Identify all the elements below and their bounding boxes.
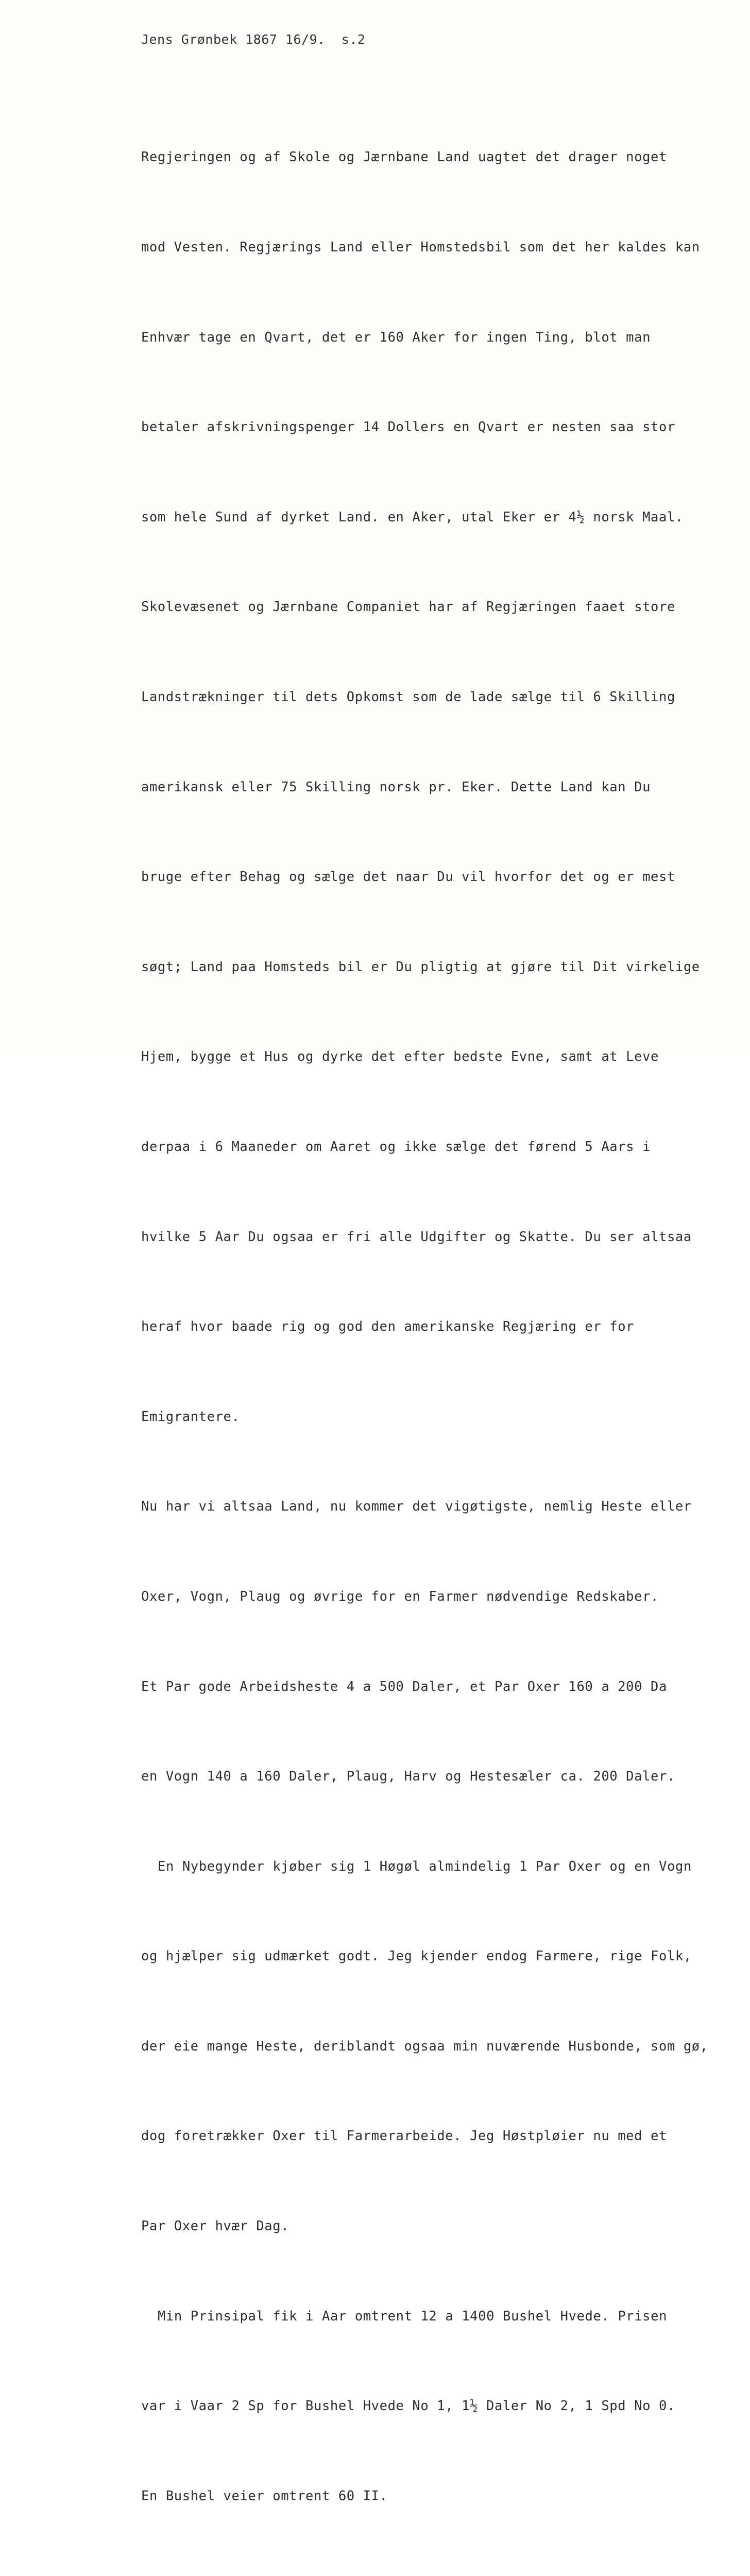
- text-line: Regjeringen og af Skole og Jærnbane Land uagtet det drager noget: [141, 149, 667, 165]
- text-line: søgt; Land paa Homsteds bil er Du pligtig at gjøre til Dit virkelige: [141, 959, 700, 975]
- text-line: hvilke 5 Aar Du ogsaa er fri alle Udgifter og Skatte. Du ser altsaa: [141, 1229, 692, 1245]
- text-line: Enhvær tage en Qvart, det er 160 Aker for ingen Ting, blot man: [141, 329, 651, 345]
- text-line: mod Vesten. Regjærings Land eller Homstedsbil som det her kaldes kan: [141, 240, 700, 255]
- text-line: Emigrantere.: [141, 1409, 240, 1425]
- text-line: En Bushel veier omtrent 60 II.: [141, 2488, 388, 2504]
- text-line: Nu har vi altsaa Land, nu kommer det vigøtigste, nemlig Heste eller: [141, 1499, 692, 1515]
- page-header: Jens Grønbek 1867 16/9. s.2: [141, 32, 366, 47]
- text-line: Par Oxer hvær Dag.: [141, 2218, 289, 2234]
- text-line: der eie mange Heste, deriblandt ogsaa min nuværende Husbonde, som gø,: [141, 2038, 708, 2054]
- text-line: og hjælper sig udmærket godt. Jeg kjender endog Farmere, rige Folk,: [141, 1948, 692, 1964]
- text-line: amerikansk eller 75 Skilling norsk pr. Eker. Dette Land kan Du: [141, 779, 651, 795]
- text-line: som hele Sund af dyrket Land. en Aker, utal Eker er 4½ norsk Maal.: [141, 509, 684, 525]
- letter-body: [141, 82, 744, 2576]
- text-line: var i Vaar 2 Sp for Bushel Hvede No 1, 1½ Daler No 2, 1 Spd No 0.: [141, 2398, 675, 2414]
- text-line: heraf hvor baade rig og god den amerikanske Regjæring er for: [141, 1319, 635, 1335]
- text-line: derpaa i 6 Maaneder om Aaret og ikke sælge det førend 5 Aars i: [141, 1139, 651, 1155]
- text-line: en Vogn 140 a 160 Daler, Plaug, Harv og Hestesæler ca. 200 Daler.: [141, 1769, 675, 1785]
- text-line: betaler afskrivningspenger 14 Dollers en Qvart er nesten saa stor: [141, 419, 675, 435]
- text-line: Et Par gode Arbeidsheste 4 a 500 Daler, et Par Oxer 160 a 200 Da: [141, 1679, 667, 1694]
- text-line: [141, 2571, 744, 2576]
- text-line: dog foretrækker Oxer til Farmerarbeide. Jeg Høstpløier nu med et: [141, 2128, 667, 2144]
- text-line: En Nybegynder kjøber sig 1 Høgøl almindelig 1 Par Oxer og en Vogn: [158, 1858, 692, 1874]
- text-line: Oxer, Vogn, Plaug og øvrige for en Farmer nødvendige Redskaber.: [141, 1588, 659, 1604]
- text-line: Hjem, bygge et Hus og dyrke det efter bedste Evne, samt at Leve: [141, 1049, 659, 1065]
- text-line: Min Prinsipal fik i Aar omtrent 12 a 1400 Bushel Hvede. Prisen: [158, 2308, 668, 2324]
- text-line: bruge efter Behag og sælge det naar Du vil hvorfor det og er mest: [141, 869, 675, 885]
- text-line: Landstrækninger til dets Opkomst som de lade sælge til 6 Skilling: [141, 689, 675, 705]
- text-line: Skolevæsenet og Jærnbane Companiet har af Regjæringen faaet store: [141, 599, 675, 615]
